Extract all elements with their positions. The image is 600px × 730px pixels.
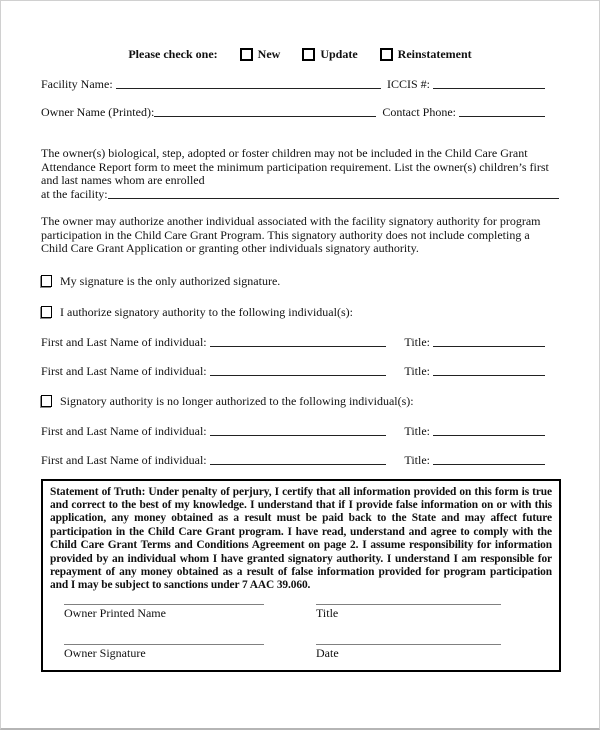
only-signature-checkbox-icon[interactable]	[41, 275, 52, 287]
owner-row	[41, 105, 559, 119]
option-reinstatement-label: Reinstatement	[397, 47, 472, 61]
date-field[interactable]	[316, 644, 501, 660]
update-checkbox-icon[interactable]	[302, 48, 315, 61]
contact-phone-label: Contact Phone:	[382, 105, 456, 119]
individual-row-2	[41, 364, 559, 378]
individual-title-input-2[interactable]	[433, 365, 545, 376]
owner-name-input[interactable]	[154, 106, 376, 117]
authorize-label: I authorize signatory authority to the following individual(s):	[60, 304, 353, 319]
option-new-label: New	[257, 47, 281, 61]
iccis-label: ICCIS #:	[386, 77, 430, 91]
signature-row-1	[64, 604, 552, 620]
individual-title-input-3[interactable]	[433, 425, 545, 436]
facility-name-input[interactable]	[116, 78, 381, 89]
revoke-label: Signatory authority is no longer authorized to the following individual(s):	[60, 393, 414, 408]
individual-title-input-4[interactable]	[433, 454, 545, 465]
individual-title-label: Title:	[404, 452, 430, 467]
individual-name-label: First and Last Name of individual:	[41, 334, 207, 349]
authorization-notice: The owner may authorize another individual associated with the facility signatory authority for program participation in the Child Care Grant Program. This signatory authority does not include completing a Child Care Grant Application or granting other individuals signatory authority.	[41, 214, 541, 255]
authorize-option[interactable]	[41, 306, 559, 319]
individual-name-label: First and Last Name of individual:	[41, 423, 207, 438]
option-update[interactable]	[302, 47, 357, 61]
iccis-input[interactable]	[433, 78, 545, 89]
option-update-label: Update	[320, 47, 358, 61]
owner-printed-name-label: Owner Printed Name	[64, 605, 166, 620]
revoke-checkbox-icon[interactable]	[41, 395, 52, 407]
owner-name-label: Owner Name (Printed):	[41, 105, 155, 119]
individual-name-input-1[interactable]	[210, 336, 387, 347]
individual-name-label: First and Last Name of individual:	[41, 452, 207, 467]
only-signature-option[interactable]	[41, 275, 559, 288]
children-notice: The owner(s) biological, step, adopted or foster children may not be included in the Child Care Grant Attendance Report form to meet the minimum participation requirement. List the owner(s) children’s first and last names whom are enrolled	[41, 146, 549, 187]
facility-name-label: Facility Name:	[41, 77, 113, 91]
individual-name-label: First and Last Name of individual:	[41, 363, 207, 378]
signature-block	[50, 604, 552, 660]
reinstatement-checkbox-icon[interactable]	[380, 48, 393, 61]
owner-signature-field[interactable]	[64, 644, 264, 660]
facility-row	[41, 77, 559, 91]
statement-of-truth-box	[41, 479, 561, 672]
option-reinstatement[interactable]	[380, 47, 472, 61]
individual-title-input-1[interactable]	[433, 336, 545, 347]
individual-title-label: Title:	[404, 334, 430, 349]
individual-row-1	[41, 335, 559, 349]
individual-name-input-2[interactable]	[210, 365, 387, 376]
at-facility-label: at the facility:	[41, 186, 108, 201]
new-checkbox-icon[interactable]	[240, 48, 253, 61]
only-signature-label: My signature is the only authorized signature.	[60, 273, 281, 288]
owner-printed-name-field[interactable]	[64, 604, 264, 620]
check-one-label: Please check one:	[128, 47, 218, 61]
title-label: Title	[316, 605, 339, 620]
children-names-input[interactable]	[108, 188, 559, 199]
individual-name-input-4[interactable]	[210, 454, 387, 465]
authorize-checkbox-icon[interactable]	[41, 306, 52, 318]
owner-signature-label: Owner Signature	[64, 645, 146, 660]
contact-phone-input[interactable]	[459, 106, 545, 117]
signature-row-2	[64, 644, 552, 660]
title-field[interactable]	[316, 604, 501, 620]
individual-row-4	[41, 453, 559, 467]
date-label: Date	[316, 645, 339, 660]
individual-title-label: Title:	[404, 363, 430, 378]
individual-name-input-3[interactable]	[210, 425, 387, 436]
individual-row-3	[41, 424, 559, 438]
check-one-row	[41, 47, 559, 61]
individual-title-label: Title:	[404, 423, 430, 438]
revoke-option[interactable]	[41, 395, 559, 408]
statement-of-truth-text: Statement of Truth: Under penalty of perjury, I certify that all information provided on this form is true and correct to the best of my knowledge. I understand that if I provide false information on or with this application, any money obtained as a result must be paid back to the State and may affect future participation in the Child Care Grant program. I have read, understand and agree to comply with the Child Care Grant Terms and Conditions Agreement on page 2. I assume responsibility for information provided by an individual whom I have granted signatory authority. I understand I am responsible for repayment of any money obtained as a result of false information provided for program participation and I may be subject to sanctions under 7 AAC 39.060.	[50, 485, 552, 592]
option-new[interactable]	[240, 47, 281, 61]
children-list-row	[41, 188, 559, 202]
